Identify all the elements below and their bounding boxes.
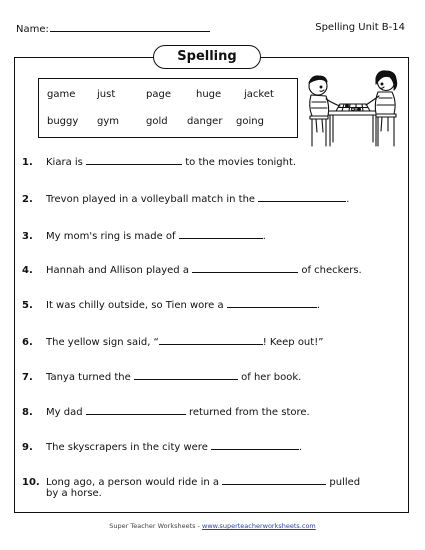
- question-9: [22, 440, 302, 453]
- question-number: 2.: [22, 194, 33, 205]
- word-bank-word: game: [47, 89, 76, 100]
- question-10: [22, 475, 360, 488]
- question-text: Tanya turned the: [46, 372, 131, 383]
- name-label: Name:: [16, 24, 49, 35]
- question-5: [22, 298, 320, 311]
- answer-blank[interactable]: [179, 229, 263, 239]
- answer-blank[interactable]: [222, 475, 326, 485]
- answer-blank[interactable]: [258, 192, 346, 202]
- word-bank-word: just: [97, 89, 116, 100]
- name-field[interactable]: [16, 22, 210, 35]
- word-bank-word: gym: [97, 116, 120, 127]
- question-number: 10.: [22, 477, 40, 488]
- word-bank-word: danger: [187, 116, 223, 127]
- name-line[interactable]: [50, 22, 210, 32]
- question-text: The skyscrapers in the city were: [46, 442, 208, 453]
- question-4: [22, 263, 362, 276]
- question-number: 3.: [22, 231, 33, 242]
- question-text: My mom's ring is made of: [46, 231, 176, 242]
- question-text: The yellow sign said, “: [46, 337, 159, 348]
- question-1: [22, 155, 296, 168]
- answer-blank[interactable]: [211, 440, 299, 450]
- question-2: [22, 192, 349, 205]
- question-text: Hannah and Allison played a: [46, 265, 189, 276]
- answer-blank[interactable]: [159, 335, 263, 345]
- question-8: [22, 405, 310, 418]
- word-bank-word: page: [146, 89, 171, 100]
- question-text: .: [316, 300, 321, 311]
- question-10-continued: by a horse.: [46, 488, 102, 499]
- kids-playing-checkers-illustration: [302, 68, 400, 150]
- question-number: 9.: [22, 442, 33, 453]
- question-6: [22, 335, 323, 348]
- word-bank-word: gold: [146, 116, 168, 127]
- question-text: My dad: [46, 407, 83, 418]
- question-text: of checkers.: [301, 265, 362, 276]
- question-number: 6.: [22, 337, 33, 348]
- question-text: Trevon played in a volleyball match in the: [46, 194, 256, 205]
- question-7: [22, 370, 301, 383]
- question-text: It was chilly outside, so Tien wore a: [46, 300, 224, 311]
- question-text: pulled: [329, 477, 361, 488]
- question-number: 1.: [22, 157, 33, 168]
- word-bank-word: buggy: [47, 116, 79, 127]
- question-text: .: [262, 231, 266, 242]
- footer-link[interactable]: www.superteacherworksheets.com: [202, 522, 316, 530]
- answer-blank[interactable]: [86, 405, 186, 415]
- question-text: of her book.: [241, 372, 302, 383]
- word-bank: [38, 78, 298, 138]
- question-number: 8.: [22, 407, 33, 418]
- word-bank-word: huge: [196, 89, 222, 100]
- answer-blank[interactable]: [86, 155, 182, 165]
- word-bank-word: jacket: [244, 89, 274, 100]
- question-text: .: [299, 442, 303, 453]
- question-text: ! Keep out!”: [262, 337, 324, 348]
- question-number: 4.: [22, 265, 33, 276]
- word-bank-word: going: [236, 116, 264, 127]
- question-text: .: [346, 194, 350, 205]
- question-text: Long ago, a person would ride in a: [46, 477, 220, 488]
- question-3: [22, 229, 266, 242]
- unit-label: Spelling Unit B-14: [315, 22, 405, 33]
- question-number: 7.: [22, 372, 33, 383]
- answer-blank[interactable]: [192, 263, 298, 273]
- footer-text: Super Teacher Worksheets -: [109, 522, 203, 530]
- footer: [0, 522, 425, 530]
- answer-blank[interactable]: [134, 370, 238, 380]
- worksheet-title: Spelling: [153, 45, 261, 69]
- question-text: returned from the store.: [188, 407, 310, 418]
- question-text: Kiara is: [46, 157, 83, 168]
- question-text: to the movies tonight.: [185, 157, 297, 168]
- question-number: 5.: [22, 300, 33, 311]
- answer-blank[interactable]: [227, 298, 317, 308]
